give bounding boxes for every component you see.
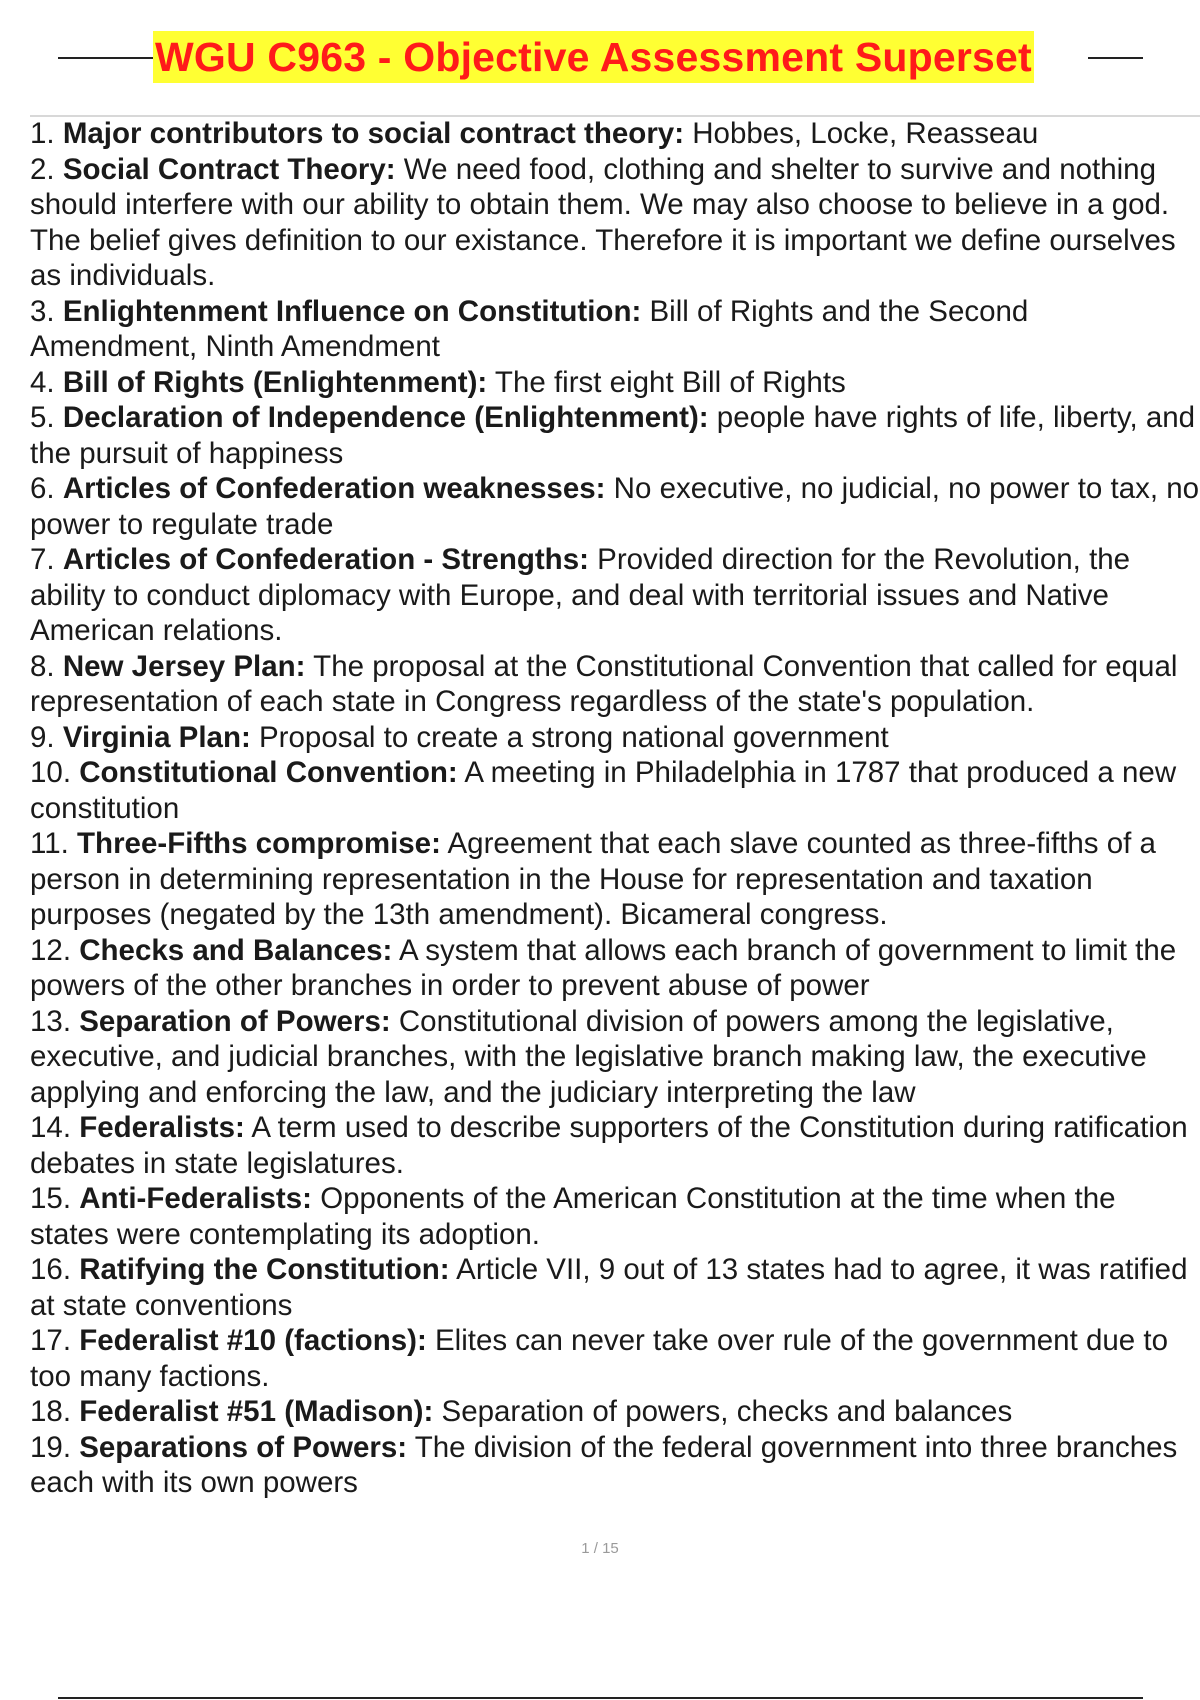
entry-definition: We need food, clothing and shelter to survive and nothing should interfere with our ability to obtain them. We may also choose to believe in a god. The belief gives definition to our existance. Therefore it is important we define ourselves as individuals. <box>30 152 1176 292</box>
entry-9 <box>30 720 1200 756</box>
entry-number: 10. <box>30 756 72 789</box>
entry-number: 16. <box>30 1253 72 1286</box>
entry-definition: Hobbes, Locke, Reasseau <box>692 117 1039 150</box>
entry-4 <box>30 365 1200 401</box>
entry-definition: Provided direction for the Revolution, the ability to conduct diplomacy with Europe, and deal with territorial issues and Native American relations. <box>30 543 1131 647</box>
entry-2 <box>30 152 1200 294</box>
entry-3 <box>30 294 1200 365</box>
entry-definition: The division of the federal government into three branches each with its own powers <box>30 1430 1178 1499</box>
footer-rule <box>58 1697 1143 1699</box>
document-title: WGU C963 - Objective Assessment Superset <box>153 31 1034 83</box>
entry-number: 11. <box>30 827 69 860</box>
entry-term: Separation of Powers: <box>79 1004 391 1038</box>
entry-term: Checks and Balances: <box>79 933 393 967</box>
entry-8 <box>30 649 1200 720</box>
entry-definition: No executive, no judicial, no power to tax, no power to regulate trade <box>30 472 1200 541</box>
entry-10 <box>30 755 1200 826</box>
entry-number: 7. <box>30 543 55 576</box>
entry-definition: Separation of powers, checks and balances <box>441 1395 1013 1428</box>
entry-number: 17. <box>30 1324 72 1357</box>
entry-1 <box>30 116 1200 152</box>
entry-definition: people have rights of life, liberty, and the pursuit of happiness <box>30 401 1196 470</box>
entry-19 <box>30 1430 1200 1501</box>
entry-term: Social Contract Theory: <box>62 152 396 186</box>
entry-number: 13. <box>30 1004 72 1038</box>
entry-5 <box>30 400 1200 471</box>
entry-definition: Elites can never take over rule of the government due to too many factions. <box>30 1324 1168 1393</box>
entry-term: Major contributors to social contract theory: <box>62 117 685 150</box>
entry-number: 19. <box>30 1430 72 1464</box>
entry-term: Anti-Federalists: <box>79 1182 312 1215</box>
entry-list <box>30 116 1200 1501</box>
entry-13 <box>30 1004 1200 1111</box>
entry-14 <box>30 1110 1200 1181</box>
entry-term: Articles of Confederation - Strengths: <box>62 543 589 576</box>
entry-number: 3. <box>30 294 55 328</box>
entry-definition: The proposal at the Constitutional Convention that called for equal representation of each state in Congress regardless of the state's population. <box>30 649 1178 718</box>
entry-7 <box>30 542 1200 649</box>
entry-term: Enlightenment Influence on Constitution: <box>62 294 642 328</box>
entry-number: 9. <box>30 720 55 754</box>
page-number: 1 / 15 <box>581 1540 619 1557</box>
entry-11 <box>30 826 1200 933</box>
entry-15 <box>30 1181 1200 1252</box>
entry-number: 14. <box>30 1111 72 1144</box>
document-header <box>0 28 1200 88</box>
header-rule-right <box>1088 57 1143 59</box>
entry-definition: Proposal to create a strong national government <box>259 720 889 754</box>
entry-term: Constitutional Convention: <box>79 756 458 789</box>
entry-definition: Agreement that each slave counted as three-fifths of a person in determining representation in the House for representation and taxation purposes (negated by the 13th amendment). Bicameral congress. <box>30 827 1156 931</box>
entry-term: Federalists: <box>79 1111 245 1144</box>
entry-term: Separations of Powers: <box>79 1430 408 1464</box>
entry-17 <box>30 1323 1200 1394</box>
entry-number: 5. <box>30 401 55 434</box>
entry-number: 15. <box>30 1182 72 1215</box>
entry-term: Federalist #10 (factions): <box>79 1324 427 1357</box>
entry-term: Declaration of Independence (Enlightenment): <box>62 401 709 434</box>
entry-definition: A term used to describe supporters of the Constitution during ratification debates in state legislatures. <box>30 1111 1188 1180</box>
entry-number: 12. <box>30 933 72 967</box>
entry-definition: Opponents of the American Constitution at the time when the states were contemplating its adoption. <box>30 1182 1116 1251</box>
entry-definition: Bill of Rights and the Second Amendment, Ninth Amendment <box>30 294 1029 363</box>
entry-term: Three-Fifths compromise: <box>77 827 441 860</box>
entry-term: Ratifying the Constitution: <box>79 1253 450 1286</box>
entry-term: Federalist #51 (Madison): <box>79 1395 434 1428</box>
entry-definition: A meeting in Philadelphia in 1787 that produced a new constitution <box>30 756 1177 825</box>
entry-number: 6. <box>30 472 55 505</box>
entry-definition: Constitutional division of powers among the legislative, executive, and judicial branches, with the legislative branch making law, the executive applying and enforcing the law, and the judiciary interpreting the law <box>30 1004 1147 1109</box>
entry-term: New Jersey Plan: <box>62 649 306 683</box>
entry-definition: Article VII, 9 out of 13 states had to agree, it was ratified at state conventions <box>30 1253 1188 1322</box>
entry-6 <box>30 471 1200 542</box>
entry-number: 2. <box>30 152 55 186</box>
entry-term: Virginia Plan: <box>62 720 251 754</box>
entry-number: 18. <box>30 1395 72 1428</box>
header-rule-left <box>58 57 153 59</box>
entry-18 <box>30 1394 1200 1430</box>
entry-number: 4. <box>30 365 55 399</box>
entry-number: 8. <box>30 649 55 683</box>
entry-term: Bill of Rights (Enlightenment): <box>62 365 488 399</box>
entry-definition: The first eight Bill of Rights <box>494 365 846 399</box>
entry-definition: A system that allows each branch of government to limit the powers of the other branches in order to prevent abuse of power <box>30 933 1177 1002</box>
entry-number: 1. <box>30 117 55 150</box>
entry-12 <box>30 933 1200 1004</box>
entry-16 <box>30 1252 1200 1323</box>
entry-term: Articles of Confederation weaknesses: <box>62 472 606 505</box>
